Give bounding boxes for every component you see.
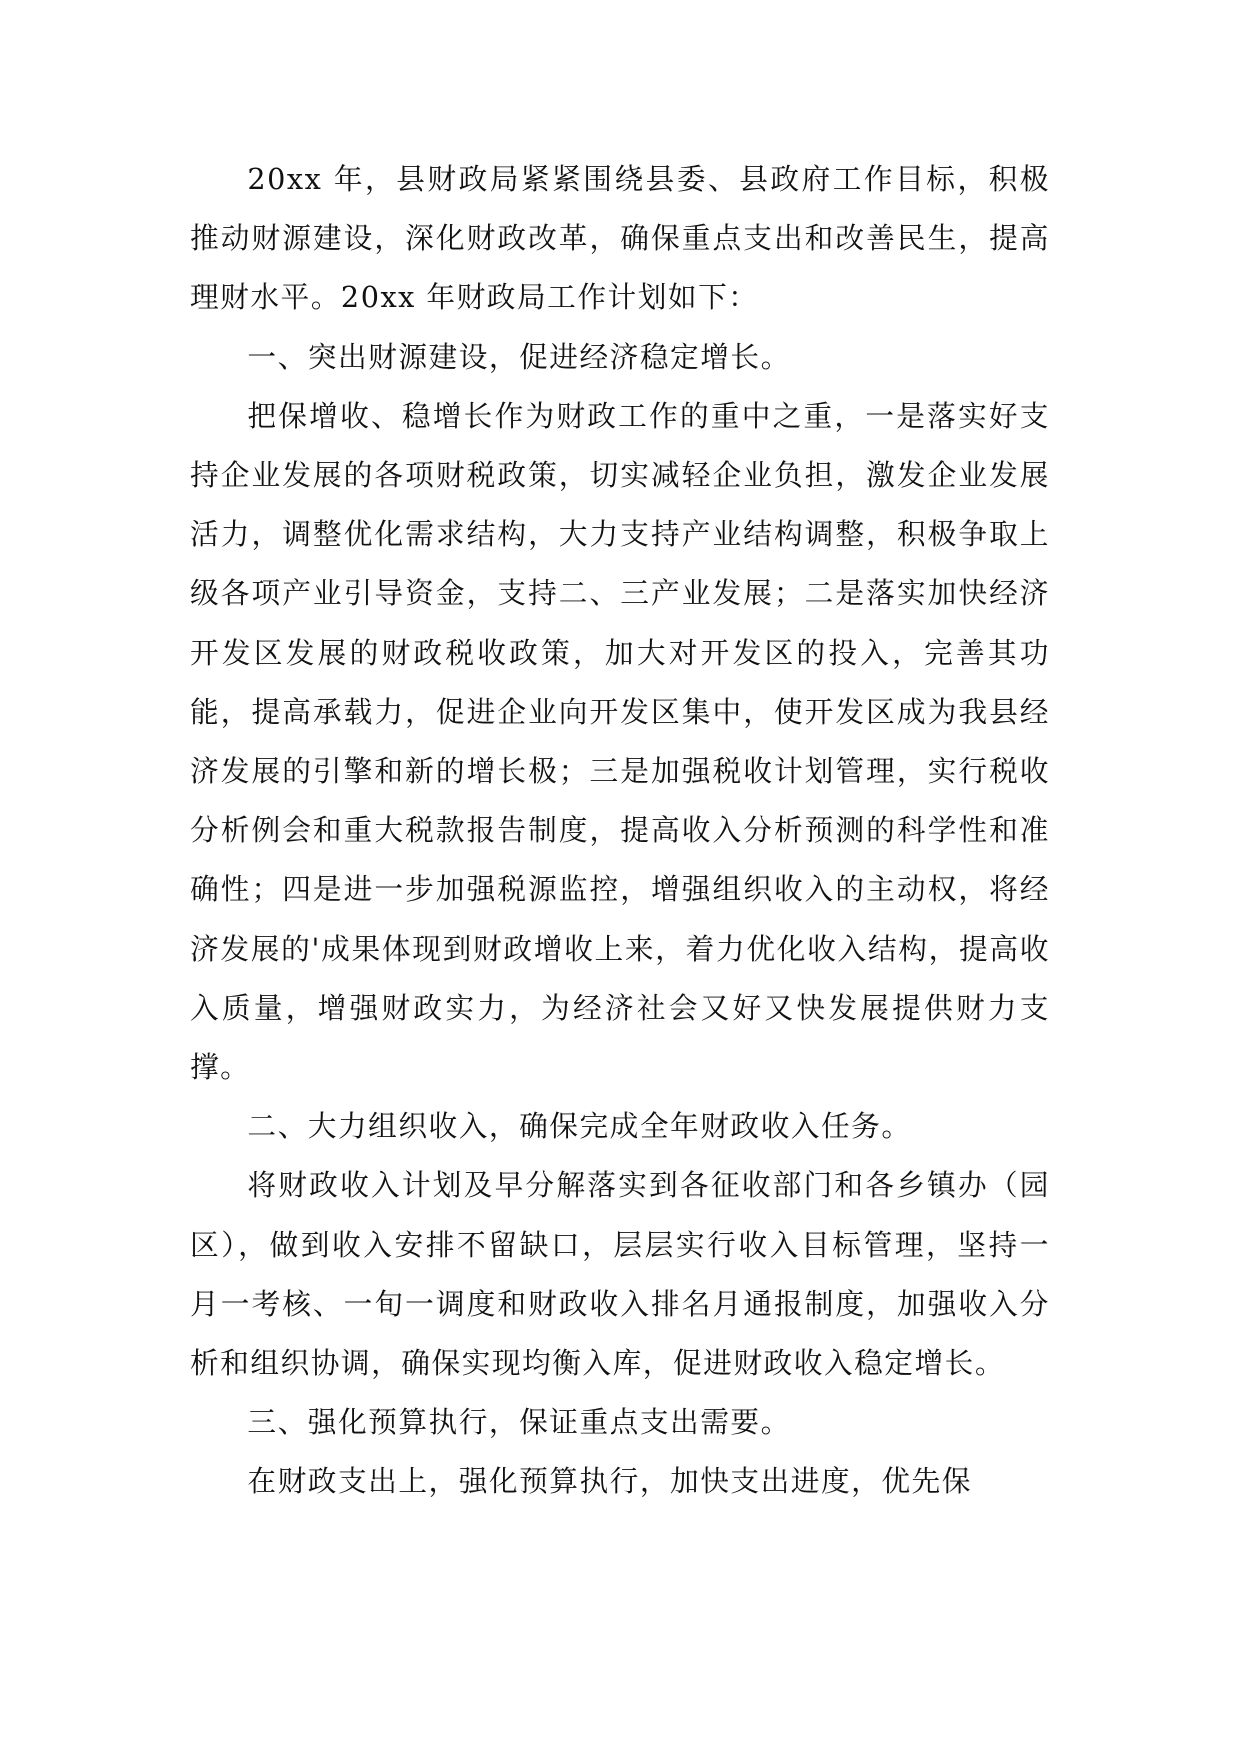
- intro-paragraph: 20xx 年，县财政局紧紧围绕县委、县政府工作目标，积极推动财源建设，深化财政改革，确保重点支出和改善民生，提高理财水平。20xx 年财政局工作计划如下：: [190, 162, 1050, 315]
- section-3-paragraph: 在财政支出上，强化预算执行，加快支出进度，优先保: [247, 1464, 972, 1499]
- section-1-paragraph: 把保增收、稳增长作为财政工作的重中之重，一是落实好支持企业发展的各项财税政策，切实减轻企业负担，激发企业发展活力，调整优化需求结构，大力支持产业结构调整，积极争取上级各项产业引导资金，支持二、三产业发展；二是落实加快经济开发区发展的财政税收政策，加大对开发区的投入，完善其功能，提高承载力，促进企业向开发区集中，使开发区成为我县经济发展的引擎和新的增长极；三是加强税收计划管理，实行税收分析例会和重大税款报告制度，提高收入分析预测的科学性和准确性；四是进一步加强税源监控，增强组织收入的主动权，将经济发展的'成果体现到财政增收上来，着力优化收入结构，提高收入质量，增强财政实力，为经济社会又好又快发展提供财力支撑。: [190, 398, 1050, 1085]
- document-body: [190, 150, 1050, 1512]
- section-heading-2: 二、大力组织收入，确保完成全年财政收入任务。: [247, 1109, 912, 1144]
- section-heading-1: 一、突出财源建设，促进经济稳定增长。: [247, 339, 791, 374]
- section-heading-3: 三、强化预算执行，保证重点支出需要。: [247, 1405, 791, 1440]
- section-2-paragraph: 将财政收入计划及早分解落实到各征收部门和各乡镇办（园区），做到收入安排不留缺口，层层实行收入目标管理，坚持一月一考核、一旬一调度和财政收入排名月通报制度，加强收入分析和组织协调，确保实现均衡入库，促进财政收入稳定增长。: [190, 1168, 1050, 1381]
